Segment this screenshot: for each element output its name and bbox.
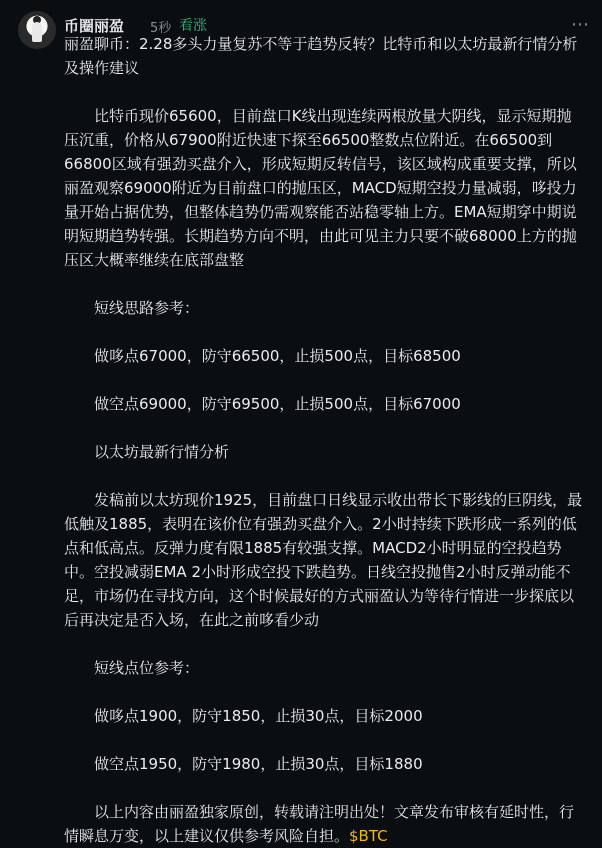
btc-long-setup: 做哆点67000，防守66500，止损500点，目标68500	[94, 347, 461, 365]
ellipsis-icon[interactable]: ⋯	[571, 14, 588, 35]
post-title: 丽盈聊币：2.28多头力量复苏不等于趋势反转？比特币和以太坊最新行情分析及操作建议	[64, 35, 578, 77]
post-content[interactable]	[64, 32, 584, 848]
author-name[interactable]: 币圈丽盈	[64, 17, 125, 35]
short-term-header-eth: 短线点位参考：	[94, 659, 200, 677]
analysis-btc: 比特币现价65600，目前盘口K线出现连续两根放量大阴线，显示短期抛压沉重，价格从67900附近快速下探至66500整数点位附近。在66500到66800区域有强劲买盘介入，形成短期反转信号，该区域构成重要支撑，所以丽盈观察69000附近为目前盘口的抛压区，MACD短期空投力量减弱，哆投力量开始占据优势，但整体趋势仍需观察能否站稳零轴上方。EMA短期穿中期说明短期趋势转强。长期趋势方向不明，由此可见主力只要不破68000上方的抛压区大概率继续在底部盘整	[64, 107, 577, 269]
avatar-figure	[32, 22, 42, 42]
disclaimer	[64, 800, 584, 848]
short-term-header-btc: 短线思路参考：	[94, 299, 200, 317]
eth-short-setup: 做空点1950，防守1980，止损30点，目标1880	[94, 755, 423, 773]
btc-short-setup: 做空点69000，防守69500，止损500点，目标67000	[94, 395, 461, 413]
post-time: 5秒	[150, 21, 172, 36]
disclaimer-text: 以上内容由丽盈独家原创，转载请注明出处！文章发布审核有延时性，行情瞬息万变，以上建议仅供参考风险自担。	[64, 803, 575, 845]
sentiment-tag: 看涨	[179, 18, 207, 34]
avatar[interactable]	[18, 11, 56, 49]
analysis-eth: 发稿前以太坊现价1925，目前盘口日线显示收出带长下影线的巨阴线，最低触及1885，表明在该价位有强劲买盘介入。2小时持续下跌形成一系列的低点和低高点。反弹力度有限1885有较强支撑。MACD2小时明显的空投趋势中。空投减弱EMA 2小时形成空投下跌趋势。日线空投抛售2小时反弹动能不足，市场仍在寻找方向，这个时候最好的方式丽盈认为等待行情进一步探底以后再决定是否入场，在此之前哆看少动	[64, 491, 583, 629]
eth-section-title: 以太坊最新行情分析	[94, 443, 230, 461]
cashtag-link[interactable]: $BTC	[349, 827, 388, 845]
eth-long-setup: 做哆点1900，防守1850，止损30点，目标2000	[94, 707, 423, 725]
